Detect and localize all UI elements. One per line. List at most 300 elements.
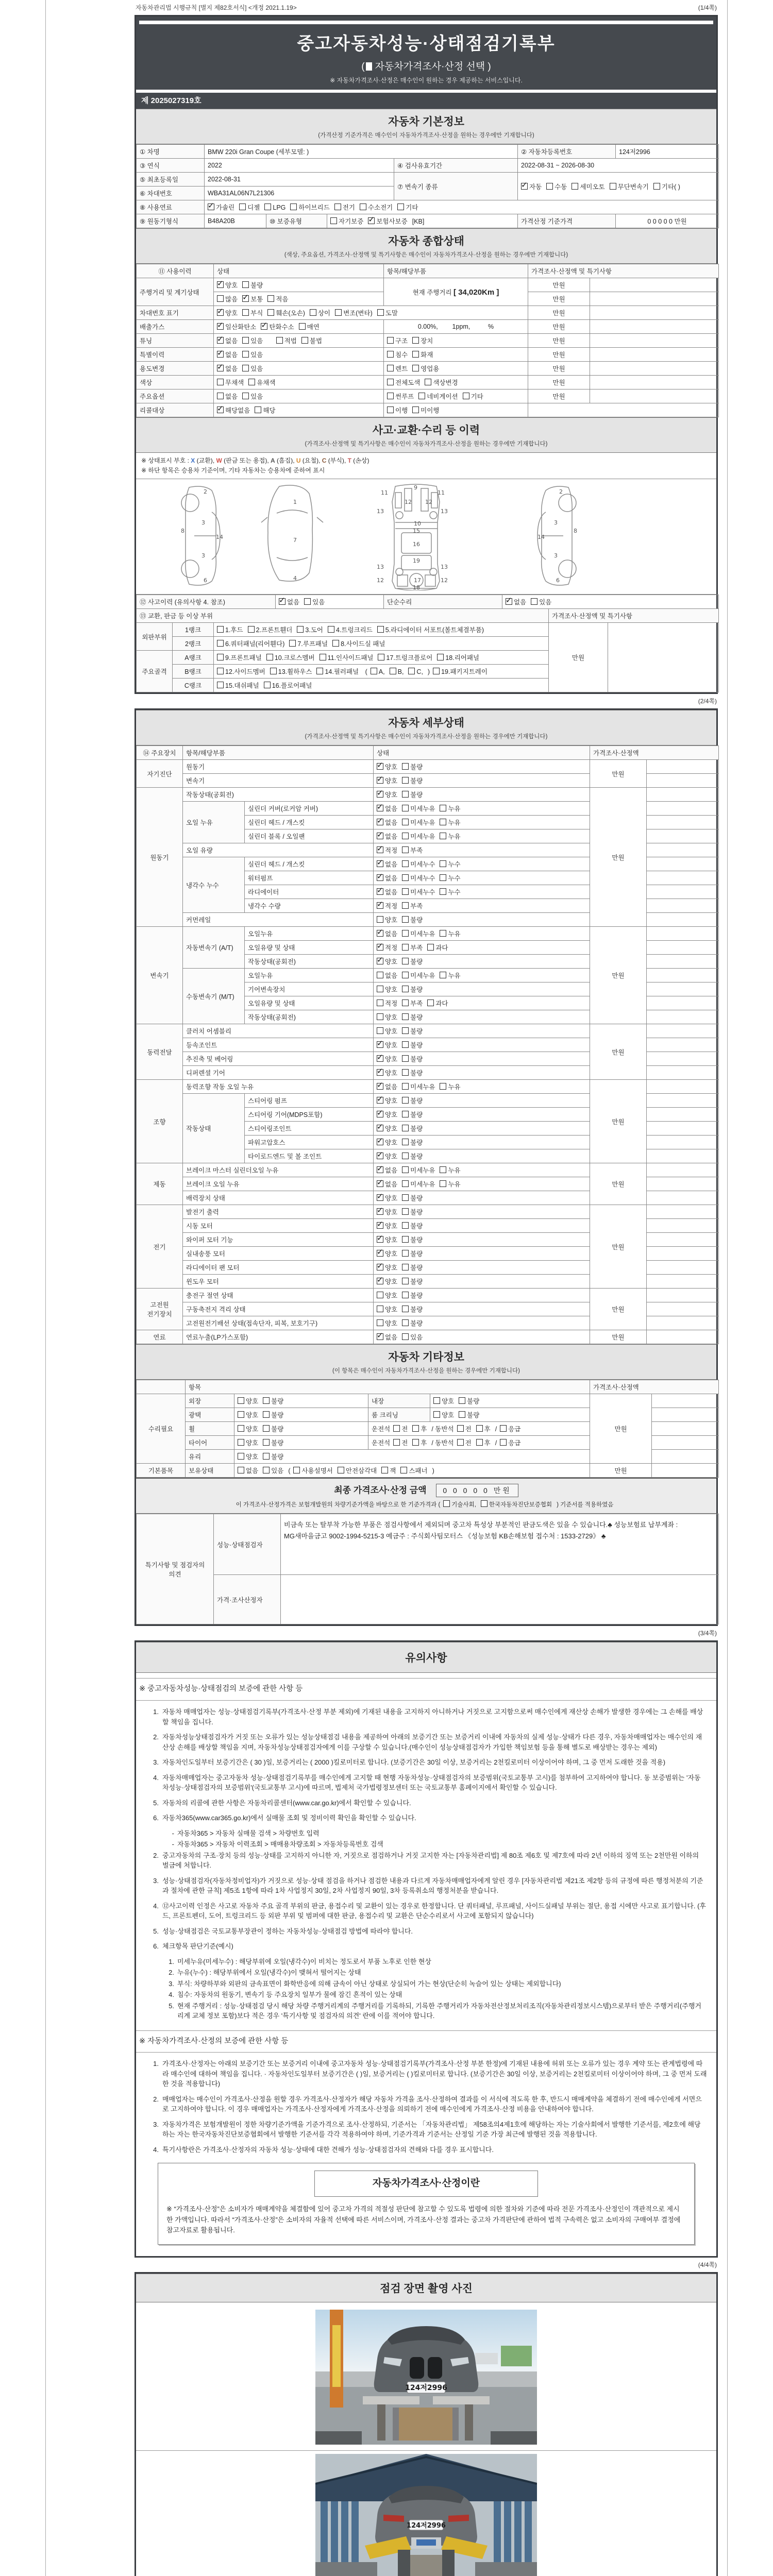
checkbox-option[interactable] <box>393 1424 408 1433</box>
checkbox-option[interactable] <box>412 364 439 373</box>
checkbox-option[interactable] <box>217 405 250 415</box>
checkbox[interactable] <box>334 204 341 210</box>
checkbox[interactable] <box>238 1425 244 1432</box>
checkbox[interactable] <box>387 379 394 385</box>
checkbox-option[interactable] <box>402 1026 423 1036</box>
checkbox[interactable] <box>217 281 224 288</box>
checkbox[interactable] <box>402 1180 409 1187</box>
checkbox-option[interactable] <box>276 336 297 345</box>
checkbox-option[interactable] <box>377 1110 397 1119</box>
checkbox[interactable] <box>506 598 512 605</box>
checkbox[interactable] <box>263 1439 270 1446</box>
checkbox[interactable] <box>263 1453 270 1460</box>
checkbox[interactable] <box>276 337 283 344</box>
checkbox-option[interactable] <box>217 653 262 662</box>
checkbox-option[interactable] <box>264 204 285 211</box>
checkbox[interactable] <box>267 295 274 302</box>
checkbox-option[interactable] <box>393 1438 408 1447</box>
checkbox-option[interactable] <box>402 1277 423 1286</box>
checkbox-option[interactable] <box>279 597 299 606</box>
checkbox-option[interactable] <box>402 1304 423 1314</box>
checkbox-option[interactable] <box>377 308 398 317</box>
checkbox-option[interactable] <box>402 790 423 799</box>
checkbox-option[interactable] <box>217 322 256 331</box>
checkbox-option[interactable] <box>402 1096 423 1105</box>
checkbox-option[interactable] <box>238 1410 258 1419</box>
checkbox-option[interactable] <box>402 1165 435 1175</box>
checkbox[interactable] <box>402 1166 409 1173</box>
checkbox-option[interactable] <box>437 653 479 662</box>
checkbox-option[interactable] <box>377 873 397 883</box>
checkbox[interactable] <box>377 888 383 895</box>
checkbox-option[interactable] <box>377 1054 397 1063</box>
checkbox[interactable] <box>242 337 249 344</box>
checkbox[interactable] <box>402 1111 409 1117</box>
checkbox[interactable] <box>377 902 383 909</box>
checkbox[interactable] <box>261 323 267 330</box>
checkbox-option[interactable] <box>377 971 397 980</box>
checkbox[interactable] <box>387 406 394 413</box>
checkbox-option[interactable] <box>377 1221 397 1230</box>
checkbox-option[interactable] <box>459 1396 479 1405</box>
checkbox-option[interactable] <box>412 1438 427 1447</box>
checkbox[interactable] <box>402 986 409 992</box>
checkbox-option[interactable] <box>381 1466 396 1475</box>
checkbox[interactable] <box>301 337 308 344</box>
checkbox-option[interactable] <box>425 378 458 387</box>
checkbox-option[interactable] <box>242 280 263 290</box>
checkbox-option[interactable] <box>500 1438 520 1447</box>
checkbox[interactable] <box>402 1319 409 1326</box>
checkbox[interactable] <box>377 1125 383 1131</box>
checkbox[interactable] <box>267 309 274 316</box>
checkbox[interactable] <box>217 365 224 371</box>
checkbox[interactable] <box>377 791 383 798</box>
checkbox[interactable] <box>242 365 249 371</box>
checkbox[interactable] <box>402 888 409 895</box>
checkbox-option[interactable] <box>397 202 418 212</box>
checkbox-option[interactable] <box>377 1124 397 1133</box>
checkbox[interactable] <box>408 668 415 674</box>
checkbox[interactable] <box>377 846 383 853</box>
checkbox[interactable] <box>402 1083 409 1090</box>
checkbox-option[interactable] <box>377 1249 397 1258</box>
checkbox-option[interactable] <box>377 625 484 634</box>
checkbox-option[interactable] <box>412 1424 427 1433</box>
checkbox[interactable] <box>297 626 304 633</box>
checkbox[interactable] <box>217 309 224 316</box>
checkbox-option[interactable] <box>402 845 423 855</box>
checkbox[interactable] <box>427 944 434 951</box>
checkbox[interactable] <box>377 1055 383 1062</box>
checkbox[interactable] <box>433 668 440 674</box>
checkbox[interactable] <box>457 1425 464 1432</box>
checkbox-option[interactable] <box>266 653 315 662</box>
checkbox[interactable] <box>402 874 409 881</box>
checkbox[interactable] <box>242 295 249 302</box>
checkbox[interactable] <box>440 1180 446 1187</box>
checkbox-option[interactable] <box>433 1410 454 1419</box>
checkbox-option[interactable] <box>368 216 407 226</box>
checkbox-option[interactable] <box>377 1318 397 1328</box>
checkbox-option[interactable] <box>238 1466 258 1475</box>
checkbox[interactable] <box>412 1425 419 1432</box>
checkbox-option[interactable] <box>400 1466 427 1475</box>
checkbox[interactable] <box>402 1153 409 1159</box>
checkbox[interactable] <box>433 1411 440 1418</box>
checkbox-option[interactable] <box>270 667 312 676</box>
checkbox-option[interactable] <box>334 202 355 212</box>
checkbox[interactable] <box>377 777 383 784</box>
checkbox[interactable] <box>402 777 409 784</box>
checkbox-option[interactable] <box>377 1193 397 1202</box>
checkbox[interactable] <box>217 626 224 633</box>
checkbox-option[interactable] <box>387 350 408 359</box>
checkbox[interactable] <box>402 1097 409 1104</box>
checkbox[interactable] <box>368 217 375 224</box>
checkbox-option[interactable] <box>290 202 329 212</box>
checkbox[interactable] <box>412 351 419 358</box>
checkbox[interactable] <box>402 1069 409 1076</box>
checkbox-option[interactable] <box>255 405 275 415</box>
checkbox[interactable] <box>377 626 384 633</box>
checkbox-option[interactable] <box>263 1410 283 1419</box>
checkbox[interactable] <box>412 406 419 413</box>
checkbox-option[interactable] <box>217 350 238 359</box>
checkbox-option[interactable] <box>402 943 423 952</box>
checkbox[interactable] <box>610 183 616 190</box>
checkbox-option[interactable] <box>320 653 374 662</box>
checkbox-option[interactable] <box>377 1207 397 1216</box>
checkbox-option[interactable] <box>208 202 234 212</box>
checkbox-option[interactable] <box>440 1179 460 1189</box>
checkbox-option[interactable] <box>440 818 460 827</box>
checkbox-option[interactable]: A, <box>371 668 385 675</box>
checkbox[interactable] <box>217 393 224 399</box>
checkbox[interactable] <box>402 1292 409 1298</box>
checkbox[interactable] <box>387 351 394 358</box>
checkbox[interactable] <box>316 668 323 674</box>
checkbox-option[interactable] <box>402 1012 423 1022</box>
checkbox[interactable] <box>400 1467 407 1473</box>
checkbox-option[interactable] <box>217 667 265 676</box>
checkbox-option[interactable] <box>377 1040 397 1049</box>
checkbox[interactable] <box>377 958 383 964</box>
checkbox[interactable] <box>440 930 446 937</box>
checkbox[interactable] <box>248 626 255 633</box>
checkbox[interactable] <box>263 1425 270 1432</box>
checkbox[interactable] <box>377 819 383 825</box>
checkbox[interactable] <box>377 1208 383 1215</box>
checkbox-option[interactable] <box>427 998 448 1008</box>
checkbox-option[interactable] <box>377 1138 397 1147</box>
checkbox[interactable] <box>377 1139 383 1145</box>
checkbox[interactable] <box>377 1264 383 1270</box>
checkbox-option[interactable] <box>402 776 423 785</box>
checkbox[interactable] <box>572 183 578 190</box>
checkbox[interactable] <box>377 999 383 1006</box>
checkbox-option[interactable] <box>402 1151 423 1161</box>
checkbox-option[interactable] <box>402 971 435 980</box>
checkbox[interactable] <box>402 1013 409 1020</box>
checkbox-option[interactable] <box>217 378 244 387</box>
checkbox[interactable] <box>264 204 271 210</box>
checkbox[interactable] <box>531 598 537 605</box>
checkbox-option[interactable] <box>238 1396 258 1405</box>
checkbox[interactable] <box>299 323 306 330</box>
checkbox-option[interactable] <box>440 859 460 869</box>
checkbox[interactable] <box>402 1194 409 1201</box>
checkbox[interactable] <box>437 654 444 660</box>
checkbox-option[interactable] <box>316 667 359 676</box>
checkbox[interactable] <box>360 204 366 210</box>
checkbox[interactable] <box>377 1250 383 1257</box>
checkbox-option[interactable] <box>242 392 263 401</box>
checkbox[interactable] <box>440 972 446 978</box>
checkbox[interactable] <box>377 1333 383 1340</box>
checkbox[interactable] <box>217 351 224 358</box>
checkbox-option[interactable] <box>217 336 238 345</box>
checkbox[interactable] <box>377 763 383 770</box>
checkbox[interactable] <box>377 309 384 316</box>
checkbox-option[interactable] <box>377 1179 397 1189</box>
checkbox[interactable] <box>381 1467 388 1473</box>
checkbox[interactable] <box>377 1153 383 1159</box>
checkbox[interactable] <box>402 846 409 853</box>
checkbox[interactable] <box>238 1411 244 1418</box>
checkbox-option[interactable] <box>377 776 397 785</box>
checkbox-option[interactable] <box>242 350 263 359</box>
checkbox[interactable] <box>433 1397 440 1404</box>
checkbox-option[interactable] <box>377 1165 397 1175</box>
checkbox-option[interactable] <box>217 364 238 373</box>
checkbox-option[interactable]: C, <box>408 668 423 675</box>
checkbox[interactable] <box>377 1306 383 1312</box>
checkbox[interactable] <box>238 1453 244 1460</box>
checkbox[interactable] <box>521 183 528 190</box>
checkbox[interactable] <box>390 668 396 674</box>
checkbox-option[interactable] <box>242 294 263 303</box>
checkbox[interactable] <box>377 1166 383 1173</box>
checkbox-option[interactable] <box>387 364 408 373</box>
checkbox-option[interactable] <box>217 681 259 690</box>
checkbox-option[interactable] <box>377 1068 397 1077</box>
checkbox-option[interactable] <box>440 1165 460 1175</box>
checkbox-option[interactable] <box>572 182 604 191</box>
checkbox[interactable] <box>412 1439 419 1446</box>
checkbox[interactable] <box>546 183 553 190</box>
checkbox[interactable] <box>402 763 409 770</box>
checkbox-option[interactable] <box>248 378 275 387</box>
checkbox-option[interactable] <box>263 1424 283 1433</box>
checkbox-option[interactable] <box>402 1318 423 1328</box>
checkbox-option[interactable] <box>387 336 408 345</box>
checkbox-option[interactable] <box>377 915 397 924</box>
checkbox[interactable] <box>476 1425 483 1432</box>
checkbox[interactable] <box>238 1397 244 1404</box>
checkbox[interactable] <box>377 1180 383 1187</box>
checkbox[interactable] <box>440 860 446 867</box>
checkbox-option[interactable] <box>387 405 408 415</box>
checkbox-option[interactable] <box>377 790 397 799</box>
checkbox-option[interactable] <box>328 625 373 634</box>
checkbox[interactable] <box>377 1292 383 1298</box>
checkbox-option[interactable] <box>402 1332 423 1342</box>
checkbox[interactable] <box>377 1083 383 1090</box>
checkbox-option[interactable] <box>443 1500 476 1509</box>
checkbox-option[interactable] <box>387 392 414 401</box>
checkbox[interactable] <box>377 1111 383 1117</box>
checkbox-option[interactable] <box>402 1221 423 1230</box>
checkbox-option[interactable] <box>653 182 680 191</box>
checkbox-option[interactable] <box>217 639 284 648</box>
checkbox[interactable] <box>377 1319 383 1326</box>
checkbox[interactable] <box>402 1264 409 1270</box>
checkbox-option[interactable] <box>531 597 551 606</box>
checkbox-option[interactable] <box>402 804 435 813</box>
checkbox[interactable] <box>387 393 394 399</box>
checkbox[interactable] <box>402 916 409 923</box>
checkbox[interactable] <box>387 365 394 371</box>
checkbox-option[interactable] <box>412 405 439 415</box>
checkbox[interactable] <box>377 1194 383 1201</box>
checkbox-option[interactable] <box>521 182 542 191</box>
checkbox[interactable] <box>377 1222 383 1229</box>
checkbox[interactable] <box>377 1041 383 1048</box>
checkbox[interactable] <box>263 1411 270 1418</box>
checkbox[interactable] <box>481 1500 488 1507</box>
checkbox-option[interactable] <box>377 845 397 855</box>
checkbox[interactable] <box>290 204 297 210</box>
checkbox-option[interactable] <box>402 1040 423 1049</box>
checkbox-option[interactable] <box>427 943 448 952</box>
checkbox-option[interactable] <box>506 597 526 606</box>
checkbox-option[interactable] <box>263 1466 283 1475</box>
checkbox[interactable] <box>412 337 419 344</box>
checkbox-option[interactable] <box>377 998 397 1008</box>
checkbox[interactable] <box>377 805 383 811</box>
checkbox[interactable] <box>402 819 409 825</box>
checkbox-option[interactable] <box>217 392 238 401</box>
checkbox[interactable] <box>238 1439 244 1446</box>
checkbox-option[interactable] <box>360 202 393 212</box>
checkbox[interactable] <box>418 393 425 399</box>
checkbox-option[interactable] <box>402 998 423 1008</box>
checkbox-option[interactable] <box>387 378 420 387</box>
checkbox[interactable] <box>239 204 246 210</box>
checkbox[interactable] <box>377 1069 383 1076</box>
checkbox-option[interactable] <box>402 901 423 910</box>
checkbox[interactable] <box>377 1027 383 1034</box>
checkbox[interactable] <box>330 217 337 224</box>
checkbox-option[interactable] <box>377 762 397 771</box>
checkbox[interactable] <box>217 337 224 344</box>
checkbox[interactable] <box>217 323 224 330</box>
checkbox-option[interactable] <box>377 1304 397 1314</box>
checkbox-option[interactable] <box>330 216 363 226</box>
checkbox[interactable] <box>217 379 224 385</box>
checkbox[interactable] <box>289 640 296 647</box>
checkbox[interactable] <box>402 1041 409 1048</box>
checkbox[interactable] <box>279 598 285 605</box>
checkbox-option[interactable] <box>217 625 243 634</box>
checkbox[interactable] <box>402 972 409 978</box>
checkbox-option[interactable] <box>402 1054 423 1063</box>
checkbox-option[interactable] <box>412 336 433 345</box>
checkbox[interactable] <box>402 1306 409 1312</box>
checkbox[interactable] <box>378 654 384 660</box>
checkbox-option[interactable] <box>377 1082 397 1091</box>
checkbox-option[interactable]: B, <box>390 668 404 675</box>
checkbox[interactable] <box>402 958 409 964</box>
checkbox-option[interactable] <box>217 280 238 290</box>
checkbox-option[interactable] <box>457 1424 472 1433</box>
checkbox[interactable] <box>377 930 383 937</box>
checkbox-option[interactable] <box>402 762 423 771</box>
checkbox-option[interactable] <box>402 1124 423 1133</box>
checkbox-option[interactable] <box>377 1332 397 1342</box>
checkbox-option[interactable] <box>239 202 260 212</box>
checkbox[interactable] <box>248 379 255 385</box>
checkbox[interactable] <box>402 1250 409 1257</box>
checkbox-option[interactable] <box>440 887 460 896</box>
checkbox-option[interactable] <box>440 832 460 841</box>
checkbox-option[interactable] <box>402 887 435 896</box>
checkbox-option[interactable] <box>377 859 397 869</box>
checkbox-option[interactable] <box>440 971 460 980</box>
checkbox[interactable] <box>459 1397 465 1404</box>
checkbox[interactable] <box>255 406 261 413</box>
checkbox[interactable] <box>266 654 273 660</box>
checkbox[interactable] <box>242 309 249 316</box>
checkbox-option[interactable] <box>402 1138 423 1147</box>
checkbox-option[interactable] <box>402 957 423 966</box>
checkbox-option[interactable] <box>476 1424 491 1433</box>
checkbox[interactable] <box>377 860 383 867</box>
checkbox-option[interactable] <box>304 597 325 606</box>
checkbox[interactable] <box>402 930 409 937</box>
checkbox[interactable] <box>402 1027 409 1034</box>
checkbox-option[interactable] <box>217 308 238 317</box>
checkbox[interactable] <box>242 393 249 399</box>
checkbox[interactable] <box>338 1467 344 1473</box>
checkbox-option[interactable] <box>402 915 423 924</box>
checkbox-option[interactable] <box>402 1263 423 1272</box>
checkbox-option[interactable] <box>242 364 263 373</box>
checkbox-option[interactable] <box>440 1082 460 1091</box>
checkbox-option[interactable] <box>377 832 397 841</box>
checkbox[interactable] <box>402 1333 409 1340</box>
checkbox[interactable] <box>457 1439 464 1446</box>
checkbox-option[interactable] <box>412 350 433 359</box>
checkbox-option[interactable] <box>476 1438 491 1447</box>
checkbox-option[interactable] <box>261 322 294 331</box>
checkbox-option[interactable] <box>418 392 458 401</box>
checkbox[interactable] <box>377 986 383 992</box>
checkbox[interactable] <box>402 1208 409 1215</box>
checkbox-option[interactable] <box>297 625 323 634</box>
checkbox[interactable] <box>412 365 419 371</box>
checkbox-option[interactable] <box>238 1424 258 1433</box>
checkbox-option[interactable] <box>377 1096 397 1105</box>
checkbox[interactable] <box>208 204 214 210</box>
checkbox[interactable] <box>653 183 660 190</box>
checkbox-option[interactable] <box>377 1151 397 1161</box>
checkbox[interactable] <box>377 972 383 978</box>
checkbox-option[interactable] <box>338 1466 377 1475</box>
checkbox-option[interactable] <box>238 1452 258 1461</box>
checkbox-option[interactable] <box>377 957 397 966</box>
